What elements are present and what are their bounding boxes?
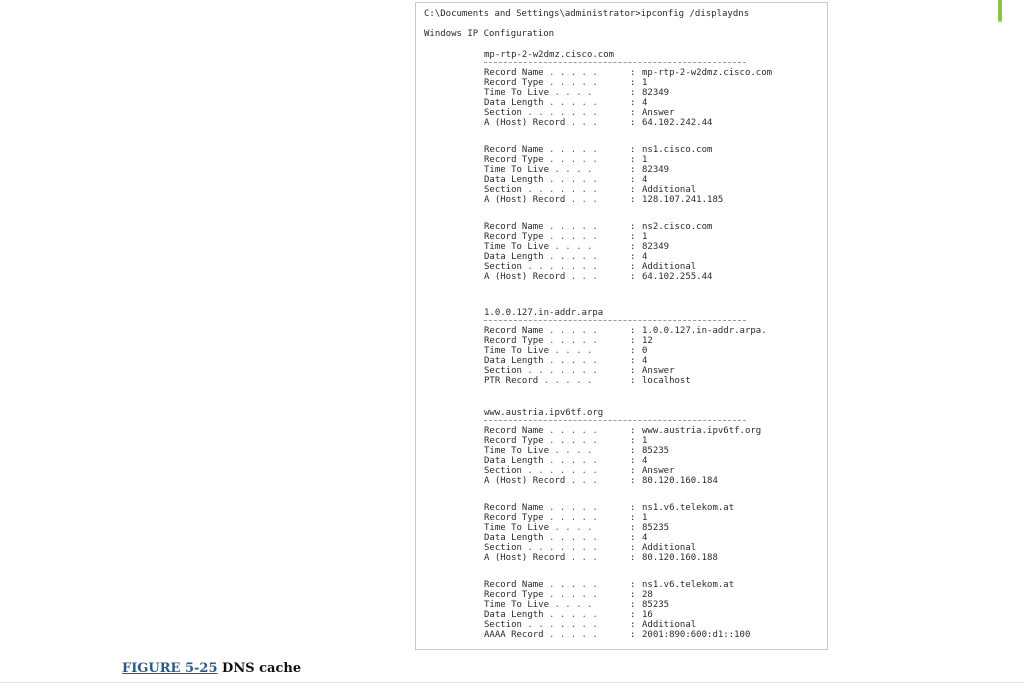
field-dots: . . . . . (549, 610, 598, 620)
dns-section (484, 308, 814, 403)
record-field (484, 155, 814, 165)
field-value: 4 (642, 175, 648, 185)
record-field (484, 600, 814, 610)
field-label-cell (484, 376, 630, 386)
field-dots: . . . . . (549, 155, 598, 165)
field-label: Record Name (484, 426, 544, 436)
record-field (484, 426, 814, 436)
field-dots: . . . . . (549, 356, 598, 366)
field-value: 128.107.241.185 (642, 195, 724, 205)
record-field (484, 523, 814, 533)
field-value: 80.120.160.184 (642, 476, 718, 486)
field-label: PTR Record (484, 376, 539, 386)
field-separator: : (630, 232, 636, 242)
field-value: 82349 (642, 242, 670, 252)
field-label-cell (484, 242, 630, 252)
record-field (484, 456, 814, 466)
record-field (484, 366, 814, 376)
field-separator: : (630, 476, 636, 486)
field-separator: : (630, 336, 636, 346)
field-label: Section (484, 185, 522, 195)
field-dots: . . . . . . . (527, 262, 598, 272)
section-divider (484, 320, 746, 321)
field-label-cell (484, 580, 630, 590)
field-separator: : (630, 326, 636, 336)
record-field (484, 376, 814, 386)
field-label-cell (484, 620, 630, 630)
field-label: Time To Live (484, 523, 550, 533)
field-separator: : (630, 456, 636, 466)
field-dots: . . . (570, 118, 598, 128)
field-label: Data Length (484, 98, 544, 108)
record-field (484, 185, 814, 195)
dns-record (484, 503, 814, 563)
field-label-cell (484, 630, 630, 640)
record-field (484, 436, 814, 446)
field-label: Section (484, 366, 522, 376)
field-label-cell (484, 232, 630, 242)
record-field (484, 326, 814, 336)
field-label: Section (484, 620, 522, 630)
field-separator: : (630, 222, 636, 232)
field-label-cell (484, 145, 630, 155)
field-label: Section (484, 543, 522, 553)
field-label: Record Type (484, 232, 544, 242)
field-label: Time To Live (484, 346, 550, 356)
field-separator: : (630, 272, 636, 282)
field-label-cell (484, 108, 630, 118)
record-field (484, 88, 814, 98)
field-separator: : (630, 366, 636, 376)
field-separator: : (630, 68, 636, 78)
field-value: 1 (642, 436, 648, 446)
field-label-cell (484, 590, 630, 600)
field-dots: . . . . . . . (527, 185, 598, 195)
section-divider (484, 62, 746, 63)
record-field (484, 165, 814, 175)
field-label: Data Length (484, 533, 544, 543)
field-label: Record Name (484, 326, 544, 336)
field-dots: . . . . (554, 446, 593, 456)
field-value: Additional (642, 185, 697, 195)
field-dots: . . . . (554, 523, 593, 533)
field-label: Record Type (484, 336, 544, 346)
field-value: 1 (642, 513, 648, 523)
field-label: Data Length (484, 610, 544, 620)
field-dots: . . . . (554, 88, 593, 98)
field-label: Section (484, 466, 522, 476)
field-value: 1 (642, 232, 648, 242)
field-separator: : (630, 543, 636, 553)
field-separator: : (630, 523, 636, 533)
record-field (484, 336, 814, 346)
command-line: C:\Documents and Settings\administrator>ipconfig /displaydns (424, 9, 750, 19)
field-label-cell (484, 533, 630, 543)
field-label: Data Length (484, 175, 544, 185)
field-dots: . . . . . (549, 533, 598, 543)
record-field (484, 580, 814, 590)
field-value: 64.102.242.44 (642, 118, 713, 128)
field-label: Record Type (484, 513, 544, 523)
field-label-cell (484, 446, 630, 456)
field-dots: . . . . . (549, 513, 598, 523)
field-separator: : (630, 346, 636, 356)
field-value: 12 (642, 336, 653, 346)
field-label-cell (484, 175, 630, 185)
dns-record (484, 580, 814, 640)
field-dots: . . . . . (549, 78, 598, 88)
field-dots: . . . . . . . (527, 543, 598, 553)
field-value: 2001:890:600:d1::100 (642, 630, 751, 640)
field-value: 4 (642, 356, 648, 366)
field-label-cell (484, 78, 630, 88)
field-dots: . . . . . (549, 590, 598, 600)
field-separator: : (630, 590, 636, 600)
field-dots: . . . . . (543, 376, 593, 386)
field-label-cell (484, 346, 630, 356)
field-value: 85235 (642, 523, 670, 533)
record-field (484, 446, 814, 456)
field-dots: . . . . . (549, 436, 598, 446)
record-field (484, 476, 814, 486)
record-field (484, 513, 814, 523)
record-field (484, 533, 814, 543)
field-label-cell (484, 513, 630, 523)
field-dots: . . . (570, 476, 598, 486)
field-label-cell (484, 195, 630, 205)
field-dots: . . . . . (549, 580, 598, 590)
record-field (484, 232, 814, 242)
field-label-cell (484, 553, 630, 563)
field-label: Record Type (484, 590, 544, 600)
field-value: Answer (642, 466, 675, 476)
field-label-cell (484, 523, 630, 533)
field-value: ns2.cisco.com (642, 222, 713, 232)
field-label-cell (484, 610, 630, 620)
field-value: 4 (642, 98, 648, 108)
section-header: 1.0.0.127.in-addr.arpa (484, 308, 604, 318)
field-value: www.austria.ipv6tf.org (642, 426, 762, 436)
field-separator: : (630, 466, 636, 476)
field-label-cell (484, 262, 630, 272)
field-dots: . . . . . (549, 336, 598, 346)
field-separator: : (630, 426, 636, 436)
field-label: Section (484, 262, 522, 272)
field-label: Record Type (484, 155, 544, 165)
field-dots: . . . . . (549, 175, 598, 185)
field-value: Additional (642, 262, 697, 272)
record-field (484, 78, 814, 88)
record-field (484, 252, 814, 262)
field-label-cell (484, 436, 630, 446)
record-field (484, 98, 814, 108)
field-dots: . . . . . (549, 426, 598, 436)
field-label: Section (484, 108, 522, 118)
field-label: A (Host) Record (484, 476, 566, 486)
field-label-cell (484, 543, 630, 553)
field-label-cell (484, 466, 630, 476)
field-label: Record Type (484, 436, 544, 446)
field-value: mp-rtp-2-w2dmz.cisco.com (642, 68, 773, 78)
field-label-cell (484, 98, 630, 108)
field-label: Record Name (484, 503, 544, 513)
field-label: Record Name (484, 580, 544, 590)
field-value: Additional (642, 620, 697, 630)
field-separator: : (630, 553, 636, 563)
field-label: Data Length (484, 456, 544, 466)
record-field (484, 630, 814, 640)
dns-section (484, 50, 814, 299)
field-separator: : (630, 600, 636, 610)
field-value: 82349 (642, 165, 670, 175)
record-field (484, 118, 814, 128)
field-separator: : (630, 252, 636, 262)
field-value: 85235 (642, 600, 670, 610)
field-dots: . . . . . . . (527, 366, 598, 376)
field-separator: : (630, 78, 636, 88)
field-dots: . . . . . (549, 503, 598, 513)
field-label-cell (484, 68, 630, 78)
field-label-cell (484, 600, 630, 610)
field-dots: . . . . . (549, 630, 598, 640)
field-value: 4 (642, 456, 648, 466)
field-value: ns1.v6.telekom.at (642, 580, 735, 590)
field-label-cell (484, 356, 630, 366)
field-label-cell (484, 252, 630, 262)
field-label-cell (484, 118, 630, 128)
field-value: Answer (642, 108, 675, 118)
field-separator: : (630, 356, 636, 366)
field-value: 0 (642, 346, 648, 356)
field-separator: : (630, 175, 636, 185)
field-dots: . . . . (554, 242, 593, 252)
field-value: Additional (642, 543, 697, 553)
field-value: 16 (642, 610, 653, 620)
field-separator: : (630, 580, 636, 590)
field-value: 1 (642, 155, 648, 165)
field-separator: : (630, 620, 636, 630)
record-field (484, 610, 814, 620)
top-accent-bar (998, 0, 1002, 22)
field-value: 28 (642, 590, 653, 600)
record-field (484, 242, 814, 252)
field-label: Record Name (484, 145, 544, 155)
field-separator: : (630, 118, 636, 128)
field-separator: : (630, 242, 636, 252)
field-label: Time To Live (484, 600, 550, 610)
record-field (484, 543, 814, 553)
field-label: Record Type (484, 78, 544, 88)
field-separator: : (630, 376, 636, 386)
field-dots: . . . . . . . (527, 620, 598, 630)
field-separator: : (630, 88, 636, 98)
record-field (484, 262, 814, 272)
field-label-cell (484, 476, 630, 486)
record-field (484, 108, 814, 118)
field-label: A (Host) Record (484, 272, 566, 282)
field-dots: . . . . . (549, 232, 598, 242)
section-header: mp-rtp-2-w2dmz.cisco.com (484, 50, 615, 60)
record-field (484, 466, 814, 476)
dns-record (484, 222, 814, 282)
field-value: 85235 (642, 446, 670, 456)
field-separator: : (630, 630, 636, 640)
field-separator: : (630, 195, 636, 205)
page-divider (0, 682, 1024, 683)
field-label: Time To Live (484, 242, 550, 252)
field-label-cell (484, 165, 630, 175)
field-dots: . . . . . . . (527, 466, 598, 476)
dns-record (484, 68, 814, 128)
dns-section (484, 408, 814, 650)
field-value: 4 (642, 533, 648, 543)
field-separator: : (630, 185, 636, 195)
dns-record (484, 426, 814, 486)
record-field (484, 503, 814, 513)
field-label-cell (484, 272, 630, 282)
field-separator: : (630, 513, 636, 523)
field-separator: : (630, 436, 636, 446)
field-value: 82349 (642, 88, 670, 98)
field-dots: . . . . (554, 600, 593, 610)
field-dots: . . . (570, 272, 598, 282)
field-dots: . . . . . . . (527, 108, 598, 118)
record-field (484, 272, 814, 282)
field-dots: . . . . (554, 165, 593, 175)
field-value: 64.102.255.44 (642, 272, 713, 282)
record-field (484, 553, 814, 563)
console-screenshot (415, 2, 828, 650)
field-separator: : (630, 262, 636, 272)
field-value: 1.0.0.127.in-addr.arpa. (642, 326, 767, 336)
record-field (484, 346, 814, 356)
field-label: Record Name (484, 68, 544, 78)
field-separator: : (630, 446, 636, 456)
field-label-cell (484, 222, 630, 232)
field-label: AAAA Record (484, 630, 544, 640)
section-divider (484, 420, 746, 421)
field-value: 80.120.160.188 (642, 553, 718, 563)
field-value: localhost (642, 376, 691, 386)
field-separator: : (630, 165, 636, 175)
dns-record (484, 326, 814, 386)
field-separator: : (630, 98, 636, 108)
field-label: A (Host) Record (484, 195, 566, 205)
field-label: Data Length (484, 252, 544, 262)
record-field (484, 68, 814, 78)
record-field (484, 590, 814, 600)
field-separator: : (630, 108, 636, 118)
field-label-cell (484, 88, 630, 98)
field-dots: . . . (570, 553, 598, 563)
field-label-cell (484, 326, 630, 336)
field-label: Time To Live (484, 88, 550, 98)
field-separator: : (630, 610, 636, 620)
field-label: Data Length (484, 356, 544, 366)
field-dots: . . . . . (549, 456, 598, 466)
dns-record (484, 145, 814, 205)
field-label-cell (484, 366, 630, 376)
field-dots: . . . . . (549, 252, 598, 262)
field-dots: . . . . . (549, 68, 598, 78)
field-value: Answer (642, 366, 675, 376)
field-separator: : (630, 155, 636, 165)
figure-title: DNS cache (217, 661, 302, 676)
field-dots: . . . . (554, 346, 593, 356)
config-title: Windows IP Configuration (424, 29, 555, 39)
field-separator: : (630, 533, 636, 543)
field-dots: . . . . . (549, 145, 598, 155)
field-value: 1 (642, 78, 648, 88)
figure-link[interactable]: FIGURE 5-25 (122, 661, 218, 676)
field-label: Record Name (484, 222, 544, 232)
field-dots: . . . . . (549, 98, 598, 108)
field-dots: . . . . . (549, 326, 598, 336)
record-field (484, 195, 814, 205)
field-value: 4 (642, 252, 648, 262)
field-label: Time To Live (484, 446, 550, 456)
field-separator: : (630, 145, 636, 155)
field-dots: . . . (570, 195, 598, 205)
record-field (484, 222, 814, 232)
field-label-cell (484, 503, 630, 513)
record-field (484, 145, 814, 155)
record-field (484, 620, 814, 630)
field-label-cell (484, 336, 630, 346)
section-header: www.austria.ipv6tf.org (484, 408, 604, 418)
field-value: ns1.v6.telekom.at (642, 503, 735, 513)
field-value: ns1.cisco.com (642, 145, 713, 155)
field-label-cell (484, 426, 630, 436)
record-field (484, 175, 814, 185)
field-label-cell (484, 155, 630, 165)
record-field (484, 356, 814, 366)
field-label: A (Host) Record (484, 118, 566, 128)
field-separator: : (630, 503, 636, 513)
figure-caption (122, 661, 301, 676)
field-dots: . . . . . (549, 222, 598, 232)
field-label: Time To Live (484, 165, 550, 175)
field-label-cell (484, 185, 630, 195)
field-label-cell (484, 456, 630, 466)
field-label: A (Host) Record (484, 553, 566, 563)
